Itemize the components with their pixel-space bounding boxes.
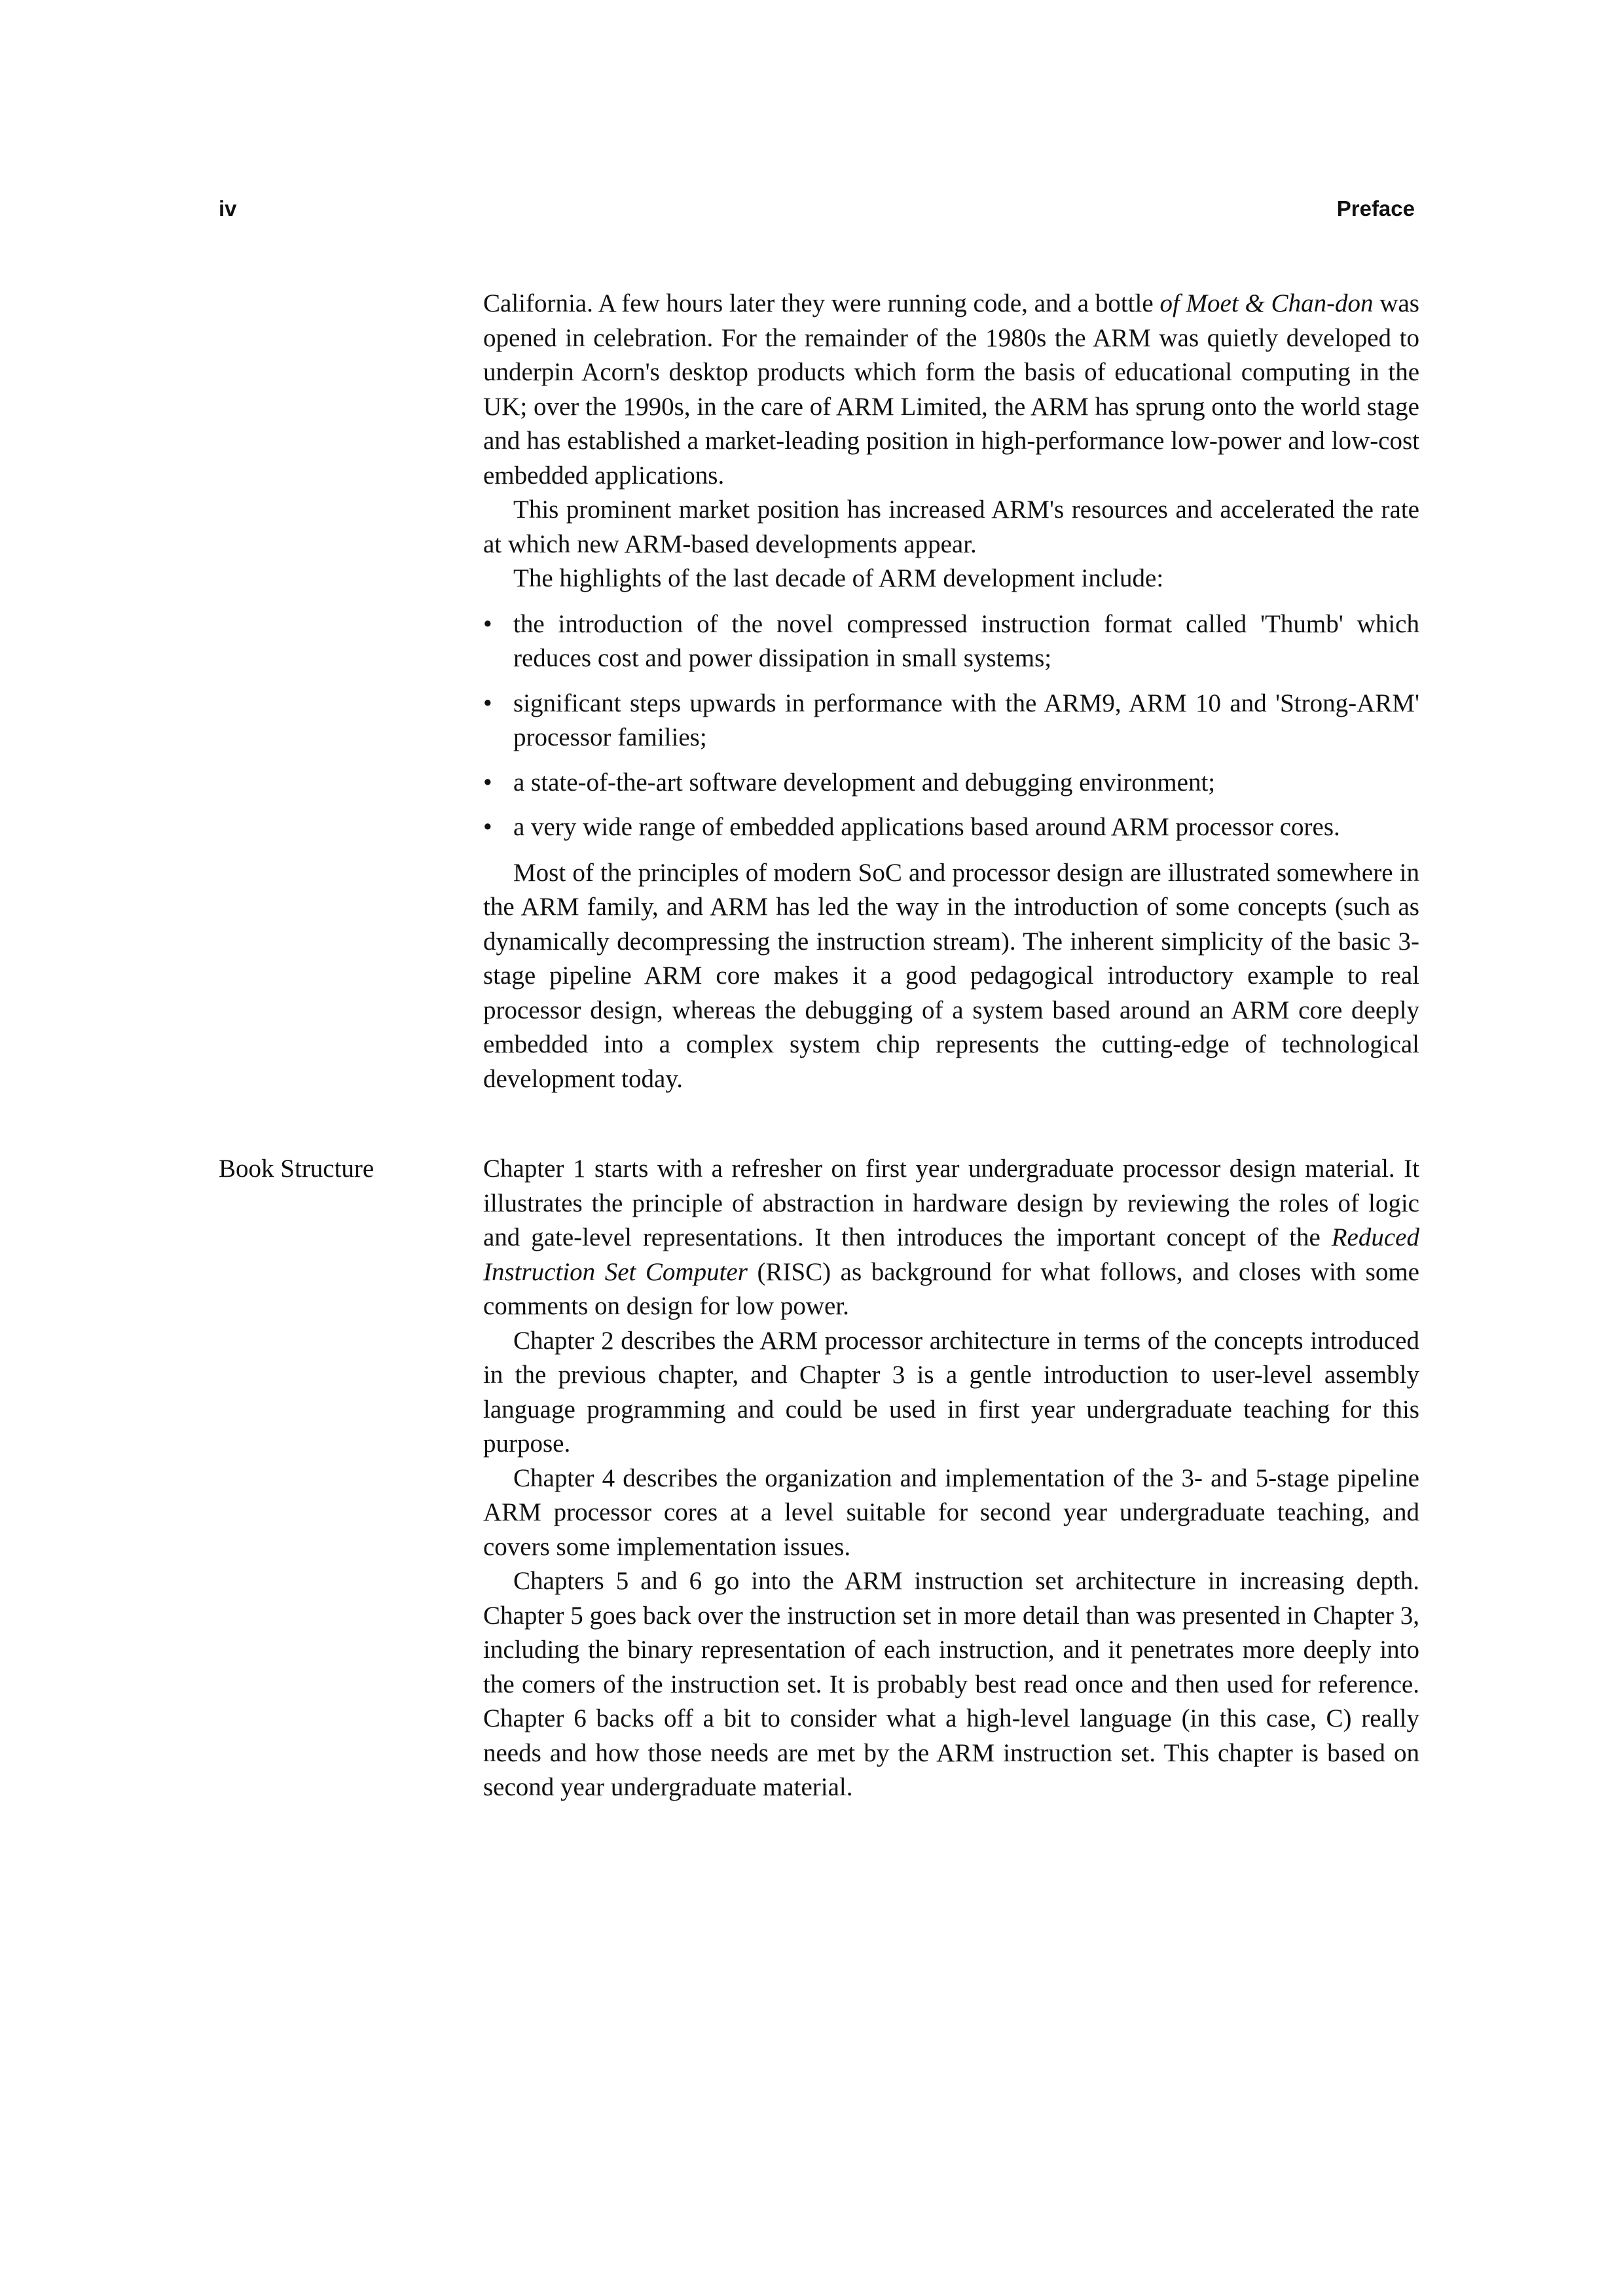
running-head-title: Preface <box>1336 196 1415 221</box>
list-item: • a very wide range of embedded applications based around ARM processor cores. <box>483 810 1419 845</box>
paragraph-text: California. A few hours later they were running code, and a bottle <box>483 289 1160 317</box>
paragraph <box>483 1152 1419 1324</box>
list-item: • the introduction of the novel compressed instruction format called 'Thumb' which reduces cost and power dissipation in small systems; <box>483 607 1419 676</box>
paragraph-text: was opened in celebration. For the remainder of the 1980s the ARM was quietly developed to underpin Acorn's desktop products which form the basis of educational computing in the UK; over the 1990s, in the care of ARM Limited, the ARM has sprung onto the world stage and has established a market-leading position in high-performance low-power and low-cost embedded applications. <box>483 289 1419 490</box>
paragraph-text: (RISC) as background for what follows, and closes with some comments on design for low power. <box>483 1257 1419 1320</box>
page-number: iv <box>219 196 237 221</box>
paragraph: The highlights of the last decade of ARM development include: <box>513 564 1164 592</box>
preface-intro <box>483 287 1419 1096</box>
paragraph: Chapters 5 and 6 go into the ARM instruction set architecture in increasing depth. Chapter 5 goes back over the instruction set in more detail than was presented in Chapter 3, including the binary representation of each instruction, and it penetrates more deeply into the comers of the instruction set. It is probably best read once and then used for reference. Chapter 6 backs off a bit to consider what a high-level language (in this case, C) really needs and how those needs are met by the ARM instruction set. This chapter is based on second year undergraduate material. <box>483 1567 1419 1801</box>
paragraph: This prominent market position has increased ARM's resources and accelerated the rate at which new ARM-based developments appear. <box>483 495 1419 558</box>
list-item: • significant steps upwards in performance with the ARM9, ARM 10 and 'Strong-ARM' processor families; <box>483 687 1419 755</box>
italic-text: Reduced Instruction Set Computer <box>483 1223 1419 1286</box>
paragraph: Most of the principles of modern SoC and processor design are illustrated somewhere in the ARM family, and ARM has led the way in the introduction of some concepts (such as dynamically decompressing the instruction stream). The inherent simplicity of the basic 3-stage pipeline ARM core makes it a good pedagogical introductory example to real processor design, whereas the debugging of a system based around an ARM core deeply embedded into a complex system chip represents the cutting-edge of technological development today. <box>483 858 1419 1093</box>
paragraph: Chapter 2 describes the ARM processor architecture in terms of the concepts introduced in the previous chapter, and Chapter 3 is a gentle introduction to user-level assembly language programming and could be used in first year undergraduate teaching for this purpose. <box>483 1326 1419 1458</box>
list-item: • a state-of-the-art software development and debugging environment; <box>483 766 1419 800</box>
paragraph-text: Chapter 1 starts with a refresher on first year undergraduate processor design material. It illustrates the principle of abstraction in hardware design by reviewing the roles of logic and gate-level representations. It then introduces the important concept of the <box>483 1155 1419 1251</box>
paragraph: Chapter 4 describes the organization and implementation of the 3- and 5-stage pipeline ARM processor cores at a level suitable for second year undergraduate teaching, and covers some implementation issues. <box>483 1463 1419 1561</box>
highlights-list <box>483 607 1419 845</box>
paragraph <box>483 287 1419 493</box>
book-structure-section <box>483 1152 1419 1805</box>
section-heading-book-structure: Book Structure <box>219 1155 374 1183</box>
italic-text: of Moet & Chan-don <box>1159 289 1374 317</box>
